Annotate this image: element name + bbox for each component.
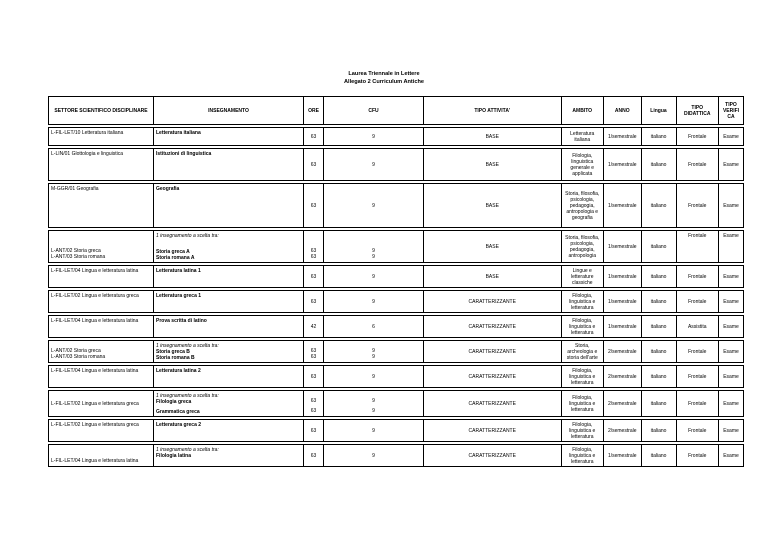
ore-option-b: 63	[310, 254, 317, 260]
cell-ore: 63	[304, 266, 324, 288]
document-title-block	[0, 70, 768, 86]
cell-settore: L-LIN/01 Glottologia e linguistica	[49, 149, 154, 181]
table-row	[49, 366, 744, 388]
cell-anno: 2/semestrale	[604, 420, 642, 442]
cell-lingua: italiano	[641, 231, 676, 263]
col-header-tipo-attivita: TIPO ATTIVITA'	[424, 97, 562, 125]
table-row	[49, 266, 744, 288]
cell-insegnamento: Istituzioni di linguistica	[154, 149, 304, 181]
ore-option-b: 63	[310, 408, 317, 414]
cell-tipo-verifica: Esame	[719, 291, 744, 313]
cell-ore: 63	[304, 445, 324, 467]
cell-ambito: Storia, filosofia, psicologia, pedagogia, antropologia	[561, 231, 604, 263]
cfu-option-a: 9	[372, 248, 375, 254]
cell-tipo-verifica: Esame	[719, 420, 744, 442]
cell-ambito: Storia, archeologia e storia dell'arte	[561, 341, 604, 363]
col-header-tipo-verifica: TIPO VERIFI CA	[719, 97, 744, 125]
settore-option-a: L-ANT/02 Storia greca	[51, 248, 101, 254]
choice-note: 1 insegnamento a scelta tra:	[156, 233, 219, 239]
cell-lingua: italiano	[641, 128, 676, 146]
choice-note: 1 insegnamento a scelta tra:	[156, 447, 219, 453]
cell-settore: L-FIL-LET/04 Lingua e letteratura latina	[49, 366, 154, 388]
cell-ore: 63	[304, 366, 324, 388]
ore-option-a: 63	[310, 248, 317, 254]
cell-lingua: italiano	[641, 291, 676, 313]
cfu-option-b: 9	[372, 354, 375, 360]
col-header-lingua: Lingua	[641, 97, 676, 125]
cell-anno: 1/semestrale	[604, 291, 642, 313]
cell-ambito: Filologia, linguistica e letteratura	[561, 366, 604, 388]
cfu-option-b: 9	[372, 254, 375, 260]
cell-tipo-verifica: Esame	[719, 391, 744, 417]
cell-tipo-didattica: Frontale	[676, 445, 719, 467]
col-header-ore: ORE	[304, 97, 324, 125]
cell-tipo-verifica: Esame	[719, 266, 744, 288]
cell-tipo-verifica: Esame	[719, 184, 744, 228]
cell-anno: 1/semestrale	[604, 445, 642, 467]
insegnamento-option-b: Storia romana A	[156, 255, 195, 261]
cell-cfu: 9	[324, 128, 424, 146]
cell-cfu: 9	[324, 266, 424, 288]
table-row	[49, 420, 744, 442]
cell-ambito: Filologia, linguistica e letteratura	[561, 445, 604, 467]
cell-tipo-verifica: Esame	[719, 128, 744, 146]
cell-insegnamento	[154, 341, 304, 363]
cell-settore: L-FIL-LET/04 Lingua e letteratura latina	[49, 316, 154, 338]
cell-cfu: 9	[324, 366, 424, 388]
cell-insegnamento	[154, 231, 304, 263]
cell-anno: 1/semestrale	[604, 316, 642, 338]
table-row	[49, 391, 744, 417]
cell-ambito: Filologia, linguistica e letteratura	[561, 316, 604, 338]
ore-option-a: 63	[310, 348, 317, 354]
cell-cfu	[324, 391, 424, 417]
col-header-insegnamento: INSEGNAMENTO	[154, 97, 304, 125]
cell-lingua: italiano	[641, 366, 676, 388]
cell-anno: 1/semestrale	[604, 231, 642, 263]
insegnamento-option-a: Storia greca B	[156, 349, 190, 355]
cell-insegnamento: Letteratura latina 2	[154, 366, 304, 388]
cell-anno: 2/semestrale	[604, 391, 642, 417]
cell-tipo-didattica: Frontale	[676, 291, 719, 313]
cell-lingua: italiano	[641, 316, 676, 338]
table-header-row	[49, 97, 744, 125]
cell-lingua: italiano	[641, 391, 676, 417]
cell-tipo-attivita: CARATTERIZZANTE	[424, 316, 562, 338]
insegnamento-option-a: Filologia latina	[156, 453, 192, 459]
cell-settore: L-FIL-LET/04 Lingua e letteratura latina	[49, 266, 154, 288]
cfu-option-a: 9	[372, 348, 375, 354]
col-header-ambito: AMBITO	[561, 97, 604, 125]
choice-note: 1 insegnamento a scelta tra:	[156, 343, 219, 349]
cell-lingua: italiano	[641, 184, 676, 228]
cell-tipo-verifica: Esame	[719, 341, 744, 363]
ore-option-a: 63	[310, 398, 317, 404]
cell-settore: M-GGR/01 Geografia	[49, 184, 154, 228]
cell-tipo-didattica: Frontale	[676, 149, 719, 181]
cell-tipo-verifica: Esame	[719, 316, 744, 338]
cell-lingua: italiano	[641, 149, 676, 181]
table-row	[49, 316, 744, 338]
insegnamento-option-a: Filologia greca	[156, 399, 192, 405]
cell-ambito: Filologia, linguistica e letteratura	[561, 291, 604, 313]
cell-settore	[49, 341, 154, 363]
cell-tipo-verifica: Esame	[719, 149, 744, 181]
curriculum-table	[48, 96, 744, 467]
cell-tipo-didattica: Frontale	[676, 420, 719, 442]
cell-anno: 1/semestrale	[604, 128, 642, 146]
cfu-option-a: 9	[372, 398, 375, 404]
table-row	[49, 149, 744, 181]
cell-tipo-attivita: CARATTERIZZANTE	[424, 366, 562, 388]
ore-option-b: 63	[310, 354, 317, 360]
cell-ambito: Lingue e letterature classiche	[561, 266, 604, 288]
insegnamento-option-b: Grammatica greca	[156, 409, 200, 415]
cell-ore: 63	[304, 420, 324, 442]
cell-cfu: 9	[324, 420, 424, 442]
cell-cfu: 6	[324, 316, 424, 338]
col-header-settore: SETTORE SCIENTIFICO DISCIPLINARE	[49, 97, 154, 125]
cell-insegnamento: Geografia	[154, 184, 304, 228]
cell-tipo-attivita: BASE	[424, 266, 562, 288]
cell-tipo-verifica: Esame	[719, 445, 744, 467]
cell-ambito: Filologia, linguistica e letteratura	[561, 391, 604, 417]
table-row	[49, 291, 744, 313]
settore-option-b: L-ANT/03 Storia romana	[51, 254, 106, 260]
cell-insegnamento: Letteratura italiana	[154, 128, 304, 146]
cell-anno: 2/semestrale	[604, 366, 642, 388]
document-title: Laurea Triennale in Lettere	[348, 71, 420, 77]
cell-tipo-attivita: CARATTERIZZANTE	[424, 445, 562, 467]
table-row	[49, 128, 744, 146]
cell-ore: 63	[304, 128, 324, 146]
cell-anno: 1/semestrale	[604, 266, 642, 288]
cell-insegnamento: Letteratura greca 2	[154, 420, 304, 442]
cell-lingua: italiano	[641, 420, 676, 442]
settore-option-b: L-ANT/03 Storia romana	[51, 354, 106, 360]
cell-settore: L-FIL-LET/10 Letteratura italiana	[49, 128, 154, 146]
cell-lingua: italiano	[641, 445, 676, 467]
cell-tipo-attivita: BASE	[424, 149, 562, 181]
cell-ambito: Storia, filosofia, psicologia, pedagogia, antropologia e geografia	[561, 184, 604, 228]
cell-tipo-didattica: Frontale	[676, 184, 719, 228]
cell-anno: 1/semestrale	[604, 149, 642, 181]
document-subtitle: Allegato 2 Curriculum Antiche	[344, 79, 424, 85]
cell-insegnamento	[154, 445, 304, 467]
cell-tipo-attivita: CARATTERIZZANTE	[424, 391, 562, 417]
cell-settore: L-FIL-LET/02 Lingua e letteratura greca	[49, 291, 154, 313]
cell-tipo-attivita: BASE	[424, 184, 562, 228]
cell-ore	[304, 391, 324, 417]
cell-ore: 63	[304, 184, 324, 228]
table-row	[49, 184, 744, 228]
choice-note: 1 insegnamento a scelta tra:	[156, 393, 219, 399]
cell-settore: L-FIL-LET/02 Lingua e letteratura greca	[49, 420, 154, 442]
cell-tipo-attivita: CARATTERIZZANTE	[424, 341, 562, 363]
cell-tipo-didattica: Frontale	[676, 366, 719, 388]
cell-tipo-didattica: Frontale	[676, 128, 719, 146]
cell-settore	[49, 231, 154, 263]
cell-insegnamento	[154, 391, 304, 417]
cell-lingua: italiano	[641, 266, 676, 288]
cell-lingua: italiano	[641, 341, 676, 363]
table-row	[49, 341, 744, 363]
cell-anno: 1/semestrale	[604, 184, 642, 228]
cell-tipo-didattica: Frontale	[676, 266, 719, 288]
cell-ore: 63	[304, 149, 324, 181]
cell-tipo-attivita: BASE	[424, 231, 562, 263]
cell-insegnamento: Letteratura greca 1	[154, 291, 304, 313]
cfu-option-b: 9	[372, 408, 375, 414]
cell-tipo-didattica: Assistita	[676, 316, 719, 338]
cell-cfu: 9	[324, 445, 424, 467]
col-header-cfu: CFU	[324, 97, 424, 125]
cell-tipo-didattica: Frontale	[676, 231, 719, 263]
cell-ore: 42	[304, 316, 324, 338]
insegnamento-option-b: Storia romana B	[156, 355, 195, 361]
cell-cfu: 9	[324, 149, 424, 181]
cell-settore: L-FIL-LET/02 Lingua e letteratura greca	[49, 391, 154, 417]
cell-tipo-didattica: Frontale	[676, 391, 719, 417]
cell-tipo-attivita: BASE	[424, 128, 562, 146]
cell-cfu	[324, 231, 424, 263]
settore-option-a: L-ANT/02 Storia greca	[51, 348, 101, 354]
cell-anno: 2/semestrale	[604, 341, 642, 363]
cell-cfu: 9	[324, 184, 424, 228]
cell-insegnamento: Letteratura latina 1	[154, 266, 304, 288]
cell-tipo-verifica: Esame	[719, 231, 744, 263]
cell-tipo-attivita: CARATTERIZZANTE	[424, 420, 562, 442]
cell-tipo-didattica: Frontale	[676, 341, 719, 363]
cell-ambito: Letteratura italiana	[561, 128, 604, 146]
cell-ambito: Filologia, linguistica generale e applicata	[561, 149, 604, 181]
cell-insegnamento: Prova scritta di latino	[154, 316, 304, 338]
cell-cfu	[324, 341, 424, 363]
cell-settore: L-FIL-LET/04 Lingua e letteratura latina	[49, 445, 154, 467]
col-header-anno: ANNO	[604, 97, 642, 125]
col-header-tipo-didattica: TIPO DIDATTICA	[676, 97, 719, 125]
insegnamento-option-a: Storia greca A	[156, 249, 190, 255]
cell-ore: 63	[304, 291, 324, 313]
cell-ambito: Filologia, linguistica e letteratura	[561, 420, 604, 442]
table-row	[49, 231, 744, 263]
cell-tipo-verifica: Esame	[719, 366, 744, 388]
cell-ore	[304, 341, 324, 363]
table-row	[49, 445, 744, 467]
cell-ore	[304, 231, 324, 263]
cell-tipo-attivita: CARATTERIZZANTE	[424, 291, 562, 313]
cell-cfu: 9	[324, 291, 424, 313]
